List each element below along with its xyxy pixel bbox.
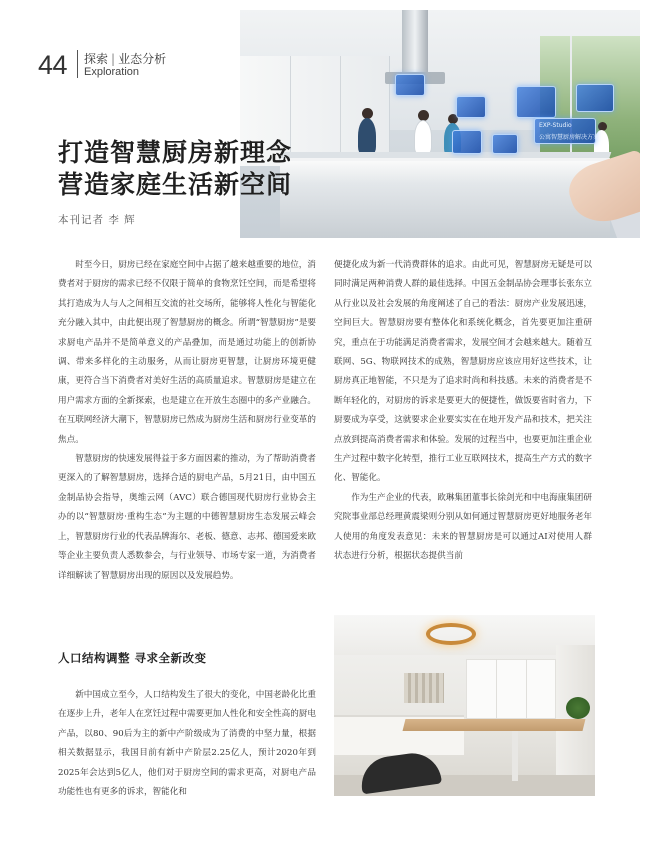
hero-hologram-panel — [516, 86, 556, 118]
hero-person — [414, 120, 432, 154]
section-english: Exploration — [84, 66, 140, 78]
article-title-line-2: 营造家庭生活新空间 — [58, 170, 293, 199]
hero-hologram-panel — [492, 134, 518, 154]
hero-cabinet-seam — [340, 56, 341, 166]
hero-island — [280, 158, 610, 238]
hero-hologram-panel — [456, 96, 486, 118]
hero-range-hood — [402, 10, 428, 78]
article-title — [58, 137, 292, 201]
hero-hologram-panel — [452, 130, 482, 154]
section-name: 探索 — [84, 52, 109, 66]
hero-kitchen-image — [240, 10, 640, 238]
section-bar: | — [111, 52, 116, 66]
right-column — [334, 256, 592, 567]
photo-wood-table — [403, 719, 586, 731]
hero-hologram-title: EXP-Studio — [539, 122, 572, 129]
section-subname: 业态分析 — [118, 52, 167, 66]
reporter-byline: 本刊记者 李 辉 — [58, 214, 136, 226]
hero-hologram-panel — [395, 74, 425, 96]
photo-table-leg — [512, 731, 518, 781]
section-subheading: 人口结构调整 寻求全新改变 — [58, 651, 207, 665]
body-paragraph: 作为生产企业的代表，欧琳集团董事长徐剑光和中电海康集团研究院事业部总经理黄震梁则分别从如何通过智慧厨房更好地服务老年人使用的角度发表意见：未来的智慧厨房是可以通过AI对使用人群状态进行分析，根据状态提供当前 — [334, 492, 592, 562]
photo-cabinet-seam — [496, 659, 497, 719]
left-column-continued — [58, 686, 316, 802]
photo-cabinet-seam — [526, 659, 527, 719]
hero-hologram-panel — [576, 84, 614, 112]
body-paragraph: 智慧厨房的快速发展得益于多方面因素的推动，为了帮助消费者更深入的了解智慧厨房，选择合适的厨电产品，5月21日，由中国五金制品协会指导，奥维云网（AVC）联合德国现代厨房行业协会主办的以“智慧厨房·重构生态”为主题的中德智慧厨房生态发展云峰会上，智慧厨房行业的代表品牌海尔、老板、德意、志邦、德国爱来欧等企业主要负责人悉数参会，与行业领导、市场专家一道，为消费者详细解读了智慧厨房出现的原因以及发展趋势。 — [58, 454, 316, 581]
hero-person — [358, 118, 376, 154]
left-column — [58, 256, 316, 586]
section-label — [84, 50, 166, 67]
photo-plant — [566, 697, 590, 719]
hero-hologram-subtitle: 公寓智慧厨房解决方案 — [539, 134, 600, 141]
photo-wall-cabinet — [466, 659, 556, 719]
header-divider — [77, 50, 78, 78]
body-paragraph: 便捷化成为新一代消费群体的追求。由此可见，智慧厨房无疑是可以同时满足两种消费人群的最佳选择。中国五金制品协会理事长张东立从行业以及社会发展的角度阐述了自己的看法：厨房产业发展迅速，空间巨大。智慧厨房要有整体化和系统化概念，首先要更加注重研究，重点在于功能满足消费者需求，发展空间才会越来越大。随着互联网、5G、物联网技术的成熟，智慧厨房应该应用好这些技术，让厨房真正地智能，不只是为了追求时尚和科技感。未来的消费者是不断年轻化的，对厨房的诉求是要更大的便捷性，做饭要省时省力，下厨要成为享受，这就要求企业要实实在在地开发产品和技术，把关注点放到提高消费者需求和体验。发展的过程当中，也要更加注重企业生产过程中数字化转型，推行工业互联网技术，提高生产方式的数字化、智能化。 — [334, 260, 592, 484]
body-paragraph: 新中国成立至今，人口结构发生了很大的变化，中国老龄化比重在逐步上升，老年人在烹饪过程中需要更加人性化和安全性高的厨电产品，以80、90后为主的新中产阶级成为了消费的中坚力量，根据相关数据显示，我国目前有新中产阶层2.25亿人，预计2020年到2025年会达到5亿人，他们对于厨房空间的需求更高，对厨电产品功能性也有更多的诉求，智能化和 — [58, 690, 316, 798]
hero-hologram-main — [534, 118, 600, 144]
article-title-line-1: 打造智慧厨房新理念 — [58, 138, 293, 167]
page-number: 44 — [38, 50, 68, 80]
body-paragraph: 时至今日，厨房已经在家庭空间中占据了越来越重要的地位，消费者对于厨房的需求已经不仅限于简单的食物烹饪空间，而是希望将其打造成为人与人之间相互交流的社交场所，能够将人性化与智能化充分融入其中，由此便出现了智慧厨房的概念。所谓“智慧厨房”是要求厨电产品并不是简单意义的产品叠加，而是通过功能上的创新协调、带来多样化的主动服务，从而让厨房更智慧，让厨房环境更健康，更符合当下消费者对美好生活的高质量追求。智慧厨房是建立在用户需求方面的全新探索，也是建立在开放生态圈中的多产业融合。在互联网经济大潮下，智慧厨房已然成为厨房生活和厨房行业变革的焦点。 — [58, 260, 317, 445]
photo-shelf-items — [404, 673, 444, 703]
kitchen-interior-photo — [334, 615, 595, 796]
photo-ring-light — [426, 623, 476, 645]
